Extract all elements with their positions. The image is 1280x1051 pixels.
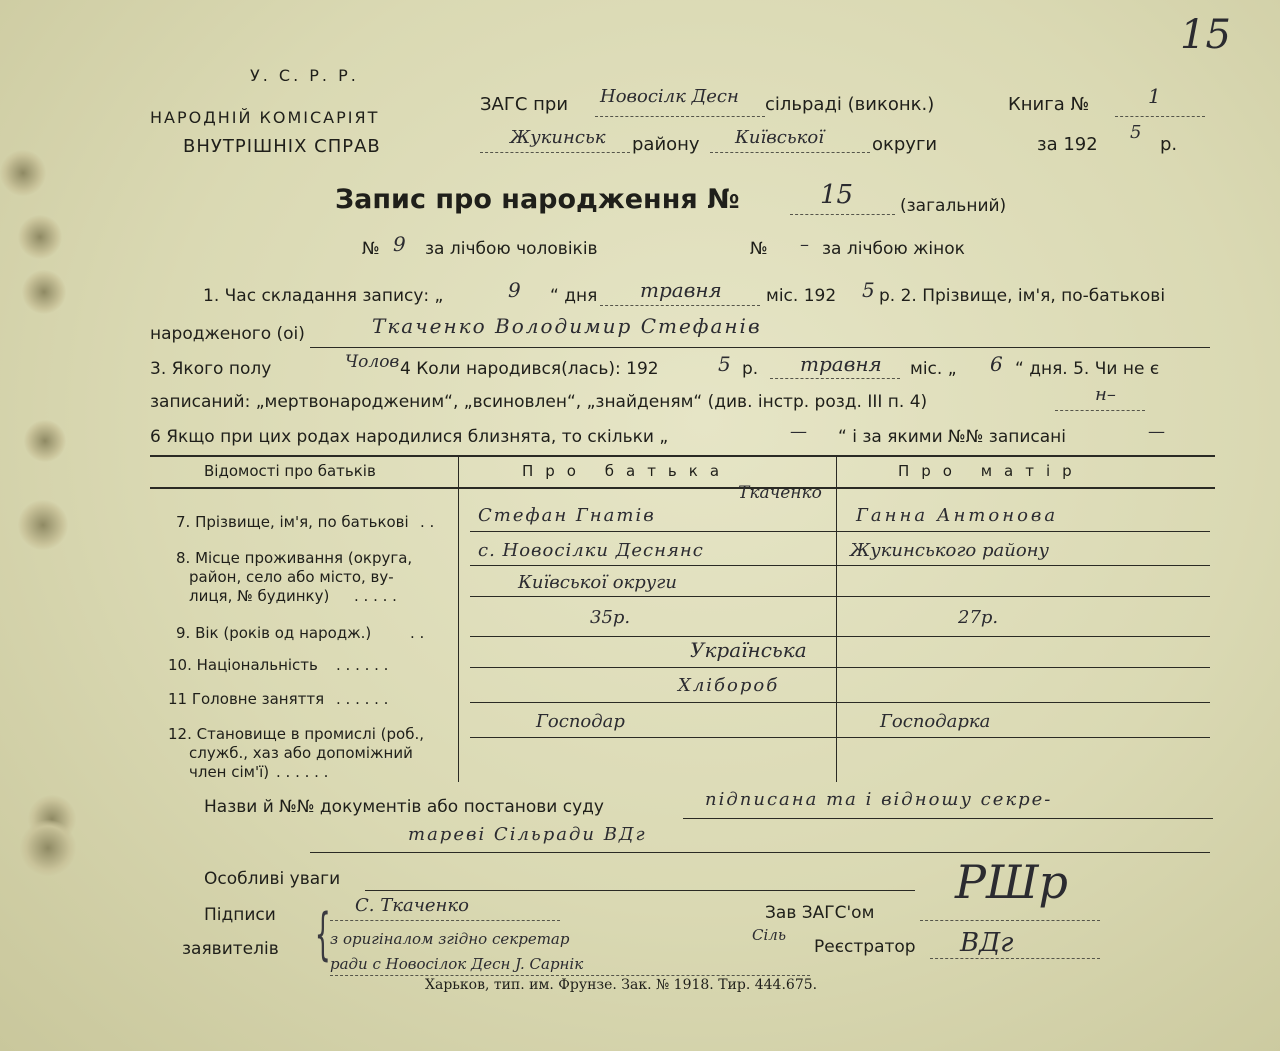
sex-label: 3. Якого полу [150,359,272,379]
table-header-rule [150,487,1215,489]
commissariat-line-1: НАРОДНІЙ КОМІСАРІЯТ [150,108,380,127]
book-number: 1 [1148,84,1161,108]
row-9-label: 9. Вік (років од народж.) [176,624,372,642]
applicant-signature-line [330,920,560,921]
row-10-label: 10. Національність [168,656,318,674]
row-9-dots: . . [410,624,425,642]
row-7-dots: . . [420,513,435,531]
binder-hole [18,215,62,259]
row-rule [470,531,1210,532]
stillborn-value: н– [1095,384,1116,405]
col-header-mother: Про матір [898,462,1084,480]
women-count-label: за лічбою жінок [822,239,965,259]
women-count-number: – [800,234,809,255]
father-residence-1: с. Новосілки Деснянс [478,540,704,561]
birth-year: 5 [718,352,731,376]
row-12-label-1: 12. Становище в промислі (роб., [168,725,425,743]
applicant-signature: С. Ткаченко [355,895,469,916]
row-rule [470,737,1210,738]
okrug-handwritten: Київської [735,127,824,148]
men-count-prefix: № [362,239,380,259]
record-number: 15 [820,180,854,210]
documents-rule-2 [310,852,1210,853]
row-rule [470,702,1210,703]
okrug-line [710,152,870,153]
occupation-shared: Хлібороб [678,675,780,696]
registrar-signature-line [930,958,1100,959]
documents-line-2: тареві Сільради ВДг [408,824,647,845]
remarks-rule [365,890,915,891]
twins-label: 6 Якщо при цих родах народилися близнята, то скільки „ [150,427,669,447]
entry-time-label: 1. Час складання запису: „ [203,286,444,306]
men-count-number: 9 [393,232,406,256]
child-name-line [310,347,1210,348]
entry-year: 5 [862,278,875,302]
women-count-prefix: № [750,239,768,259]
nationality-shared: Українська [690,638,807,662]
mother-name: Ганна Антонова [856,505,1059,526]
registrar-label: Реєстратор [814,937,916,957]
father-name: Стефан Гнатів [478,505,656,526]
signatures-brace: { [314,902,331,967]
col-header-info: Відомості про батьків [204,462,376,480]
stillborn-question: “ дня. 5. Чи не є [1015,359,1160,379]
table-divider-mid [836,457,837,782]
row-7-label: 7. Прізвище, ім'я, по батькові [176,513,409,531]
men-count-label: за лічбою чоловіків [425,239,598,259]
child-name: Ткаченко Володимир Стефанів [372,314,762,338]
printer-footer: Харьков, тип. им. Фрунзе. Зак. № 1918. Тир. 444.675. [425,977,818,993]
twins-numbers-label: “ і за якими №№ записані [838,427,1067,447]
col-header-father: Про батька [522,462,732,480]
birth-year-suffix: р. [742,359,759,379]
birth-month-suffix: міс. „ [910,359,957,379]
district-label: району [632,134,700,155]
row-rule [470,565,1210,566]
zags-prefix: ЗАГС при [480,94,569,115]
binder-hole [24,420,66,462]
mother-status: Господарка [880,711,991,732]
row-11-dots: . . . . . . [336,690,389,708]
page-number: 15 [1180,12,1231,58]
entry-day-suffix: “ дня [550,286,598,306]
book-number-line [1115,116,1205,117]
row-10-dots: . . . . . . [336,656,389,674]
binder-hole [20,820,76,876]
head-signature: РШр [955,855,1068,909]
head-signature-line [920,920,1100,921]
documents-rule-1 [683,818,1213,819]
row-8-dots: . . . . . [354,587,397,605]
birth-day: 6 [990,352,1003,376]
table-divider-left [458,457,459,782]
signatures-label-1: Підписи [204,905,276,925]
birth-month: травня [800,352,882,376]
surname-shared: Ткаченко [738,483,822,503]
row-rule [470,636,1210,637]
birth-month-line [770,378,900,379]
record-title-suffix: (загальний) [900,196,1007,216]
row-rule [470,596,1210,597]
zags-suffix: сільраді (виконк.) [765,94,935,115]
district-line [480,152,630,153]
zags-village: Новосілк Десн [600,86,739,107]
table-top-rule [150,455,1215,457]
book-label: Книга № [1008,94,1090,115]
zags-village-line [595,116,765,117]
stillborn-label: записаний: „мертвонародженим“, „всиновлен“, „знайденям“ (див. інстр. розд. III п. 4) [150,392,928,412]
entry-month-line [600,305,760,306]
applicant-note-2: ради с Новосілок Десн J. Сарнік [330,955,584,973]
twins-numbers: — [1148,422,1165,442]
entry-name-label: р. 2. Прізвище, ім'я, по-батькові [879,286,1166,306]
district-handwritten: Жукинськ [510,127,606,148]
father-residence-2: Київської округи [518,572,677,593]
record-title: Запис про народження № [335,184,740,215]
applicant-note-line [330,975,810,976]
stillborn-line [1055,410,1145,411]
row-8-label-1: 8. Місце проживання (округа, [176,549,413,567]
year-suffix: р. [1160,134,1178,155]
year-prefix: за 192 [1037,134,1098,155]
father-age: 35р. [590,607,631,628]
twins-count: — [790,422,807,442]
row-12-label-2: служб., хаз або допоміжний [189,744,413,762]
row-8-label-2: район, село або місто, ву- [189,568,394,586]
head-label: Зав ЗАГС'ом [765,903,875,923]
mother-residence-1: Жукинського району [850,540,1049,561]
binder-hole [18,500,68,550]
entry-year-label: міс. 192 [766,286,837,306]
registrar-signature: ВДг [960,928,1014,958]
row-11-label: 11 Головне заняття [168,690,325,708]
row-rule [470,667,1210,668]
commissariat-line-2: ВНУТРІШНІХ СПРАВ [183,136,381,157]
year-digit: 5 [1130,122,1142,143]
documents-line-1: підписана та і відношу секре- [705,789,1053,810]
row-8-label-3: лиця, № будинку) [189,587,330,605]
okrug-label: округи [872,134,938,155]
row-12-dots: . . . . . . [276,763,329,781]
birth-date-label: 4 Коли народився(лась): 192 [400,359,659,379]
signatures-label-2: заявителів [182,939,279,959]
entry-day: 9 [508,278,521,302]
father-status: Господар [536,711,625,732]
applicant-note-1: з оригіналом згідно секретар [330,930,570,948]
documents-label: Назви й №№ документів або постанови суду [204,797,604,817]
binder-hole [22,270,66,314]
remarks-label: Особливі уваги [204,869,341,889]
applicant-note-1b: Сіль [752,926,786,944]
binder-hole [0,150,46,196]
ussr-header: У. С. Р. Р. [250,66,359,85]
child-label: народженого (оі) [150,324,305,344]
mother-age: 27р. [958,607,999,628]
sex-value: Чолов [345,352,400,372]
entry-month: травня [640,278,722,302]
record-number-line [790,214,895,215]
row-12-label-3: член сім'ї) [189,763,270,781]
